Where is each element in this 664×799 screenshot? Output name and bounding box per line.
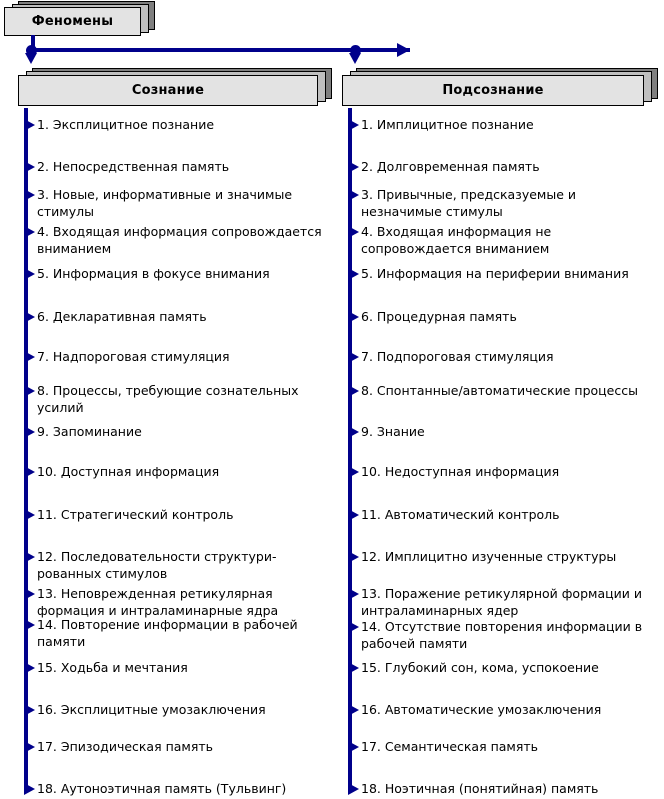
list-item[interactable] bbox=[24, 585, 334, 619]
list-item[interactable] bbox=[348, 308, 658, 325]
list-item-label: 3. Новые, информативные и значимые стимулы bbox=[37, 187, 293, 219]
branch-arrow-left-icon bbox=[25, 53, 37, 64]
list-item[interactable] bbox=[348, 463, 658, 480]
list-item[interactable] bbox=[24, 186, 334, 220]
list-item[interactable] bbox=[24, 548, 334, 582]
arrow-right-bullet-icon bbox=[348, 426, 359, 438]
list-item-label: 5. Информация на периферии внимания bbox=[361, 266, 629, 281]
list-item[interactable] bbox=[348, 618, 658, 652]
column-header-label-subconsciousness: Подсознание bbox=[442, 83, 544, 98]
arrow-right-bullet-icon bbox=[348, 119, 359, 131]
arrow-right-bullet-icon bbox=[348, 351, 359, 363]
arrow-right-bullet-icon bbox=[348, 588, 359, 600]
list-item-label: 13. Поражение ретикулярной формации и интраламинарных ядер bbox=[361, 586, 642, 618]
list-item[interactable] bbox=[24, 738, 334, 755]
arrow-right-bullet-icon bbox=[348, 226, 359, 238]
arrow-right-bullet-icon bbox=[24, 741, 35, 753]
arrow-right-bullet-icon bbox=[24, 311, 35, 323]
list-item-label: 11. Стратегический контроль bbox=[37, 507, 234, 522]
arrow-right-bullet-icon bbox=[348, 161, 359, 173]
arrow-right-bullet-icon bbox=[348, 268, 359, 280]
list-item-label: 17. Эпизодическая память bbox=[37, 739, 214, 754]
column-header-consciousness[interactable] bbox=[18, 68, 332, 106]
list-item-label: 11. Автоматический контроль bbox=[361, 507, 560, 522]
list-item-label: 13. Неповрежденная ретикулярная формация и интраламинарные ядра bbox=[37, 586, 279, 618]
list-item-label: 7. Надпороговая стимуляция bbox=[37, 349, 230, 364]
list-item-label: 15. Ходьба и мечтания bbox=[37, 660, 188, 675]
list-item-label: 14. Отсутствие повторения информации в рабочей памяти bbox=[361, 619, 643, 651]
list-item-label: 9. Знание bbox=[361, 424, 425, 439]
list-item[interactable] bbox=[348, 738, 658, 755]
list-item[interactable] bbox=[348, 423, 658, 440]
list-item[interactable] bbox=[24, 616, 334, 650]
list-item-label: 4. Входящая информация сопровождается вниманием bbox=[37, 224, 322, 256]
list-item-label: 15. Глубокий сон, кома, успокоение bbox=[361, 660, 599, 675]
arrow-right-bullet-icon bbox=[24, 426, 35, 438]
list-item[interactable] bbox=[24, 382, 334, 416]
list-item-label: 16. Автоматические умозаключения bbox=[361, 702, 602, 717]
list-item[interactable] bbox=[348, 223, 658, 257]
list-item-label: 5. Информация в фокусе внимания bbox=[37, 266, 270, 281]
list-item-label: 14. Повторение информации в рабочей памяти bbox=[37, 617, 298, 649]
list-item[interactable] bbox=[348, 265, 658, 282]
list-item-label: 10. Недоступная информация bbox=[361, 464, 560, 479]
list-item[interactable] bbox=[24, 506, 334, 523]
list-item-label: 10. Доступная информация bbox=[37, 464, 220, 479]
arrow-right-bullet-icon bbox=[24, 588, 35, 600]
list-item[interactable] bbox=[24, 116, 334, 133]
list-item[interactable] bbox=[348, 548, 658, 565]
node-face bbox=[342, 75, 644, 106]
branch-arrow-right-icon bbox=[349, 53, 361, 64]
list-item[interactable] bbox=[24, 158, 334, 175]
root-node-phenomena[interactable] bbox=[4, 1, 156, 35]
list-item[interactable] bbox=[24, 348, 334, 365]
arrow-right-bullet-icon bbox=[24, 551, 35, 563]
list-item-label: 2. Непосредственная память bbox=[37, 159, 230, 174]
list-item[interactable] bbox=[24, 308, 334, 325]
list-item-label: 16. Эксплицитные умозаключения bbox=[37, 702, 266, 717]
arrow-right-bullet-icon bbox=[348, 189, 359, 201]
list-item-label: 2. Долговременная память bbox=[361, 159, 540, 174]
list-item[interactable] bbox=[24, 223, 334, 257]
list-item-label: 17. Семантическая память bbox=[361, 739, 539, 754]
list-item-label: 12. Последовательности структури-рованных стимулов bbox=[37, 549, 277, 581]
arrow-right-bullet-icon bbox=[24, 189, 35, 201]
arrow-right-bullet-icon bbox=[24, 466, 35, 478]
arrow-right-bullet-icon bbox=[24, 161, 35, 173]
arrow-right-bullet-icon bbox=[348, 385, 359, 397]
list-item-label: 18. Аутоноэтичная память (Тульвинг) bbox=[37, 781, 287, 796]
node-face bbox=[4, 7, 141, 36]
list-item[interactable] bbox=[348, 506, 658, 523]
list-item-label: 12. Имплицитно изученные структуры bbox=[361, 549, 617, 564]
list-item-label: 6. Декларативная память bbox=[37, 309, 207, 324]
list-item[interactable] bbox=[348, 158, 658, 175]
list-item-label: 1. Имплицитное познание bbox=[361, 117, 534, 132]
list-item[interactable] bbox=[348, 348, 658, 365]
arrow-right-bullet-icon bbox=[348, 466, 359, 478]
list-item[interactable] bbox=[348, 186, 658, 220]
list-item[interactable] bbox=[24, 463, 334, 480]
list-item-label: 8. Процессы, требующие сознательных усилий bbox=[37, 383, 299, 415]
arrow-right-bullet-icon bbox=[348, 783, 359, 795]
arrow-right-bullet-icon bbox=[348, 741, 359, 753]
list-item[interactable] bbox=[348, 382, 658, 399]
list-item-label: 9. Запоминание bbox=[37, 424, 142, 439]
arrow-right-bullet-icon bbox=[348, 551, 359, 563]
list-item[interactable] bbox=[348, 585, 658, 619]
list-item[interactable] bbox=[348, 701, 658, 718]
arrow-right-bullet-icon bbox=[24, 226, 35, 238]
list-item[interactable] bbox=[348, 659, 658, 676]
arrow-right-bullet-icon bbox=[348, 662, 359, 674]
list-item[interactable] bbox=[24, 423, 334, 440]
arrow-right-bullet-icon bbox=[348, 509, 359, 521]
arrow-right-bullet-icon bbox=[24, 119, 35, 131]
list-item[interactable] bbox=[348, 780, 658, 797]
arrow-right-bullet-icon bbox=[348, 621, 359, 633]
list-item-label: 7. Подпороговая стимуляция bbox=[361, 349, 554, 364]
arrow-right-bullet-icon bbox=[24, 662, 35, 674]
arrow-right-bullet-icon bbox=[24, 619, 35, 631]
arrow-right-bullet-icon bbox=[24, 783, 35, 795]
list-item-label: 1. Эксплицитное познание bbox=[37, 117, 215, 132]
column-header-label-consciousness: Сознание bbox=[131, 83, 205, 98]
column-consciousness bbox=[24, 108, 340, 798]
arrow-right-bullet-icon bbox=[24, 509, 35, 521]
list-item[interactable] bbox=[24, 659, 334, 676]
list-item[interactable] bbox=[24, 701, 334, 718]
column-subconsciousness bbox=[348, 108, 664, 798]
root-node-label: Феномены bbox=[31, 14, 114, 29]
node-face bbox=[18, 75, 318, 106]
bus-end-arrow-icon bbox=[397, 43, 410, 57]
arrow-right-bullet-icon bbox=[348, 704, 359, 716]
arrow-right-bullet-icon bbox=[24, 268, 35, 280]
arrow-right-bullet-icon bbox=[24, 385, 35, 397]
list-item-label: 8. Спонтанные/автоматические процессы bbox=[361, 383, 638, 398]
arrow-right-bullet-icon bbox=[24, 704, 35, 716]
list-item[interactable] bbox=[24, 265, 334, 282]
list-item-label: 18. Ноэтичная (понятийная) память bbox=[361, 781, 599, 796]
list-item-label: 4. Входящая информация не сопровождается вниманием bbox=[361, 224, 552, 256]
arrow-right-bullet-icon bbox=[348, 311, 359, 323]
list-item[interactable] bbox=[348, 116, 658, 133]
list-item-label: 6. Процедурная память bbox=[361, 309, 517, 324]
list-item[interactable] bbox=[24, 780, 334, 797]
arrow-right-bullet-icon bbox=[24, 351, 35, 363]
column-header-subconsciousness[interactable] bbox=[342, 68, 658, 106]
list-item-label: 3. Привычные, предсказуемые и незначимые стимулы bbox=[361, 187, 577, 219]
